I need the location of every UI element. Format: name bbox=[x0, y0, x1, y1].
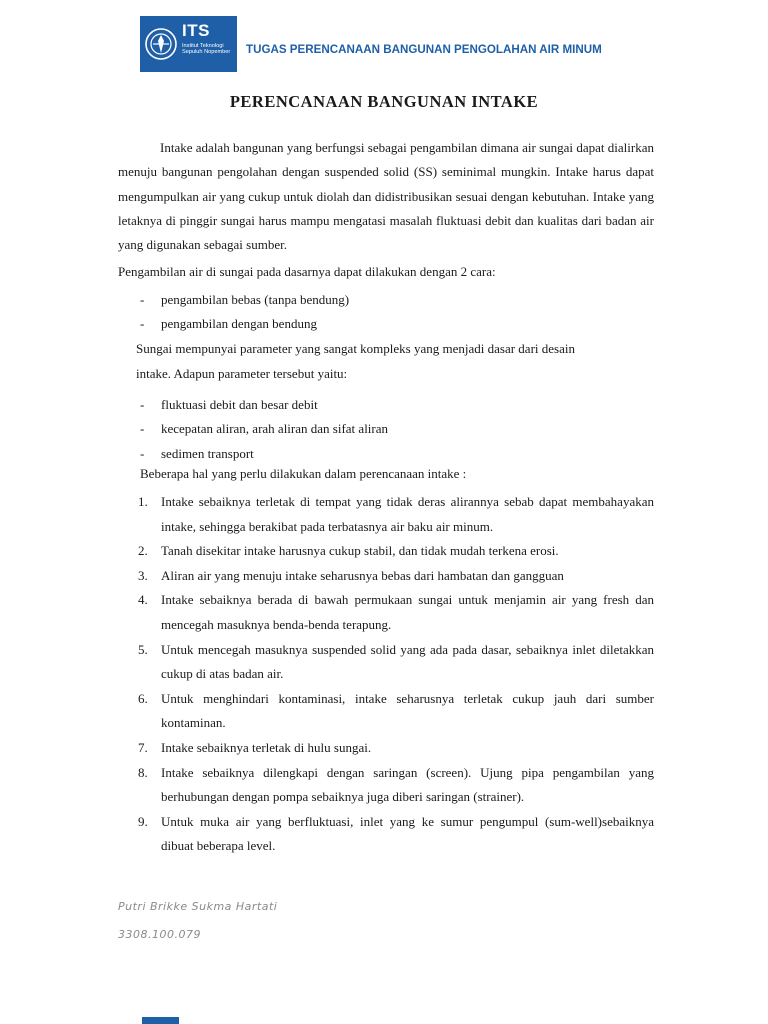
parameter-intro-line1: Sungai mempunyai parameter yang sangat kompleks yang menjadi dasar dari desain bbox=[136, 341, 575, 356]
list-item: - pengambilan bebas (tanpa bendung) bbox=[140, 292, 350, 307]
page-header bbox=[140, 16, 640, 74]
list-item: 2. Tanah disekitar intake harusnya cukup stabil, dan tidak mudah terkena erosi. bbox=[138, 543, 559, 559]
intro-paragraph: Intake adalah bangunan yang berfungsi sebagai pengambilan dimana air sungai dapat dialirkan menuju bangunan pengolahan dengan suspended solid (SS) seminimal mungkin. Intake harus dapat mengumpulkan air yang cukup untuk diolah dan didistribusikan sesuai dengan kebutuhan. Intake yang letaknya di pinggir sungai harus mampu mengatasi masalah fluktuasi debit dan kualitas dari badan air yang digunakan sebagai sumber. bbox=[118, 140, 654, 253]
list-item: 1. Intake sebaiknya terletak di tempat yang tidak deras alirannya sebab dapat membahayakan intake, sehingga berakibat pada terbatasnya air baku air minum. bbox=[138, 494, 654, 534]
author-name: Putri Brikke Sukma Hartati bbox=[118, 900, 278, 913]
list-item: 3. Aliran air yang menuju intake seharusnya bebas dari hambatan dan gangguan bbox=[138, 567, 564, 583]
list-item: - pengambilan dengan bendung bbox=[140, 316, 317, 332]
logo-wordmark: ITS bbox=[182, 21, 210, 40]
list-item: - kecepatan aliran, arah aliran dan sifat aliran bbox=[140, 421, 389, 437]
list-item: 8. Intake sebaiknya dilengkapi dengan saringan (screen). Ujung pipa pengambilan yang berhubungan dengan pompa sebaiknya juga diberi saringan (strainer). bbox=[138, 764, 654, 805]
parameter-intro-line2: intake. Adapun parameter tersebut yaitu: bbox=[136, 366, 348, 381]
logo-subtitle: Institut Teknologi Sepuluh Nopember bbox=[182, 43, 231, 56]
ways-list bbox=[140, 288, 349, 337]
considerations-intro: Beberapa hal yang perlu dilakukan dalam perencanaan intake : bbox=[140, 466, 467, 481]
document-title: PERENCANAAN BANGUNAN INTAKE bbox=[229, 92, 539, 111]
student-id: 3308.100.079 bbox=[118, 928, 201, 941]
footer-accent-bar bbox=[142, 1017, 179, 1024]
list-item: 5. Untuk mencegah masuknya suspended solid yang ada pada dasar, sebaiknya inlet diletakkan cukup di atas badan air. bbox=[138, 641, 654, 682]
parameter-list bbox=[140, 393, 388, 466]
list-item: 9. Untuk muka air yang berfluktuasi, inlet yang ke sumur pengumpul (sum-well)sebaiknya dibuat beberapa level. bbox=[138, 813, 654, 854]
list-item: 6. Untuk menghindari kontaminasi, intake seharusnya terletak cukup jauh dari sumber kontaminan. bbox=[138, 690, 654, 731]
ways-intro: Pengambilan air di sungai pada dasarnya dapat dilakukan dengan 2 cara: bbox=[118, 264, 496, 279]
list-item: - sedimen transport bbox=[140, 445, 254, 461]
its-logo bbox=[140, 16, 237, 72]
its-seal-icon bbox=[144, 27, 178, 61]
list-item: 7. Intake sebaiknya terletak di hulu sungai. bbox=[138, 739, 372, 755]
list-item: - fluktuasi debit dan besar debit bbox=[140, 397, 318, 412]
list-item: 4. Intake sebaiknya berada di bawah permukaan sungai untuk menjamin air yang fresh dan mencegah masuknya benda-benda terapung. bbox=[138, 592, 654, 632]
considerations-list bbox=[138, 490, 654, 859]
header-title: TUGAS PERENCANAAN BANGUNAN PENGOLAHAN AIR MINUM bbox=[246, 43, 602, 56]
